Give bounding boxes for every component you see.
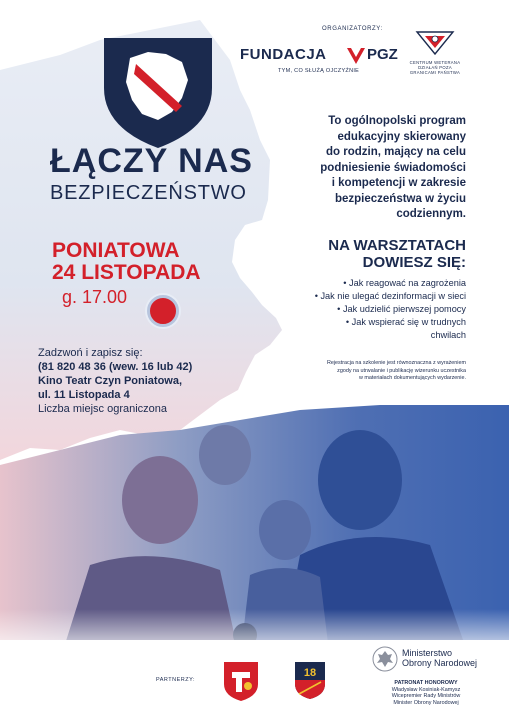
honorary-patronage: PATRONAT HONOROWY Władysław Kosiniak-Kamysz Wicepremier Rady Ministrów Minister Obrony Narodowej — [391, 680, 461, 706]
military-brigade-badge-icon — [293, 660, 327, 700]
contact-street: ul. 11 Listopada 4 — [38, 389, 130, 401]
pgz-logo-mark — [347, 48, 365, 64]
program-shield-logo — [96, 28, 220, 152]
organizers-label: ORGANIZATORZY: — [322, 26, 383, 32]
event-date: 24 LISTOPADA — [52, 261, 201, 284]
list-item: • Jak nie ulegać dezinformacji w sieci — [314, 291, 466, 301]
title-line-1: ŁĄCZY NAS — [50, 142, 253, 180]
contact-call-label: Zadzwoń i zapisz się: — [38, 347, 143, 359]
family-photo — [0, 405, 509, 660]
poniatowa-coat-of-arms-icon — [222, 660, 260, 702]
veteran-center-logo — [415, 30, 455, 56]
contact-venue: Kino Teatr Czyn Poniatowa, — [38, 375, 183, 387]
fundacja-logo-text: FUNDACJA — [240, 46, 327, 63]
list-item: • Jak reagować na zagrożenia — [343, 278, 466, 288]
program-intro-text: To ogólnopolski program edukacyjny skierowany do rodzin, mający na celu podniesienie świadomości i kompetencji w zakresie bezpieczeństwa w życiu codziennym. — [320, 115, 466, 220]
svg-text:18: 18 — [303, 667, 317, 679]
polish-eagle-emblem-icon — [372, 646, 398, 672]
ministry-name: Ministerstwo Obrony Narodowej — [402, 648, 478, 668]
location-pin-dot — [147, 295, 179, 327]
pgz-logo-text: PGZ — [367, 46, 398, 63]
list-item: • Jak wspierać się w trudnych — [345, 317, 466, 327]
registration-consent-note: Rejestracja na szkolenie jest równoznaczna z wyrażeniem zgody na utrwalanie i publikację wizerunku uczestnika w materiałach dokumentujących wydarzenie. — [326, 360, 466, 381]
list-item: • Jak udzielić pierwszej pomocy — [337, 304, 466, 314]
fundacja-tagline: TYM, CO SŁUŻĄ OJCZYŹNIE — [278, 68, 360, 74]
partners-label: PARTNERZY: — [156, 677, 196, 683]
title-line-2: BEZPIECZEŃSTWO — [50, 182, 247, 204]
contact-phone: (81 820 48 36 (wew. 16 lub 42) — [38, 361, 193, 373]
event-time: g. 17.00 — [62, 287, 128, 307]
veteran-center-name: CENTRUM WETERANA DZIAŁAŃ POZA GRANICAMI PAŃSTWA — [409, 60, 461, 75]
list-item: chwilach — [430, 330, 466, 340]
event-place: PONIATOWA — [52, 239, 180, 262]
workshops-heading: NA WARSZTATACH DOWIESZ SIĘ: — [328, 237, 466, 271]
workshop-topics-list — [268, 277, 466, 342]
